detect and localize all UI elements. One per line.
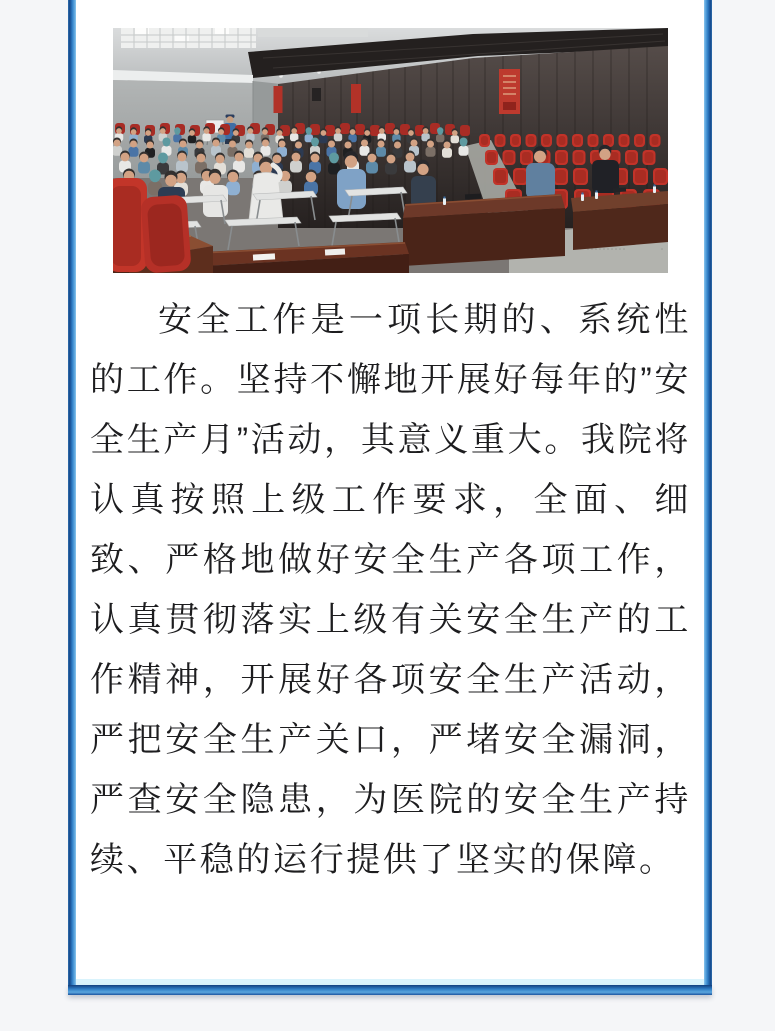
frame-border-bottom xyxy=(68,985,712,995)
wall-speaker xyxy=(312,88,321,101)
meeting-photo[interactable] xyxy=(113,28,668,273)
article-content xyxy=(76,0,704,979)
meeting-photo-illustration xyxy=(113,28,668,273)
frame-border-right xyxy=(704,0,712,995)
article-paragraph: 安全工作是一项长期的、系统性的工作。坚持不懈地开展好每年的”安全生产月”活动，其意义重大。我院将认真按照上级工作要求，全面、细致、严格地做好安全生产各项工作，认真贯彻落实上级有关安全生产的工作精神，开展好各项安全生产活动，严把安全生产关口，严堵安全漏洞，严查安全隐患，为医院的安全生产持续、平稳的运行提供了坚实的保障。 xyxy=(90,301,691,879)
frame-border-left xyxy=(68,0,76,995)
